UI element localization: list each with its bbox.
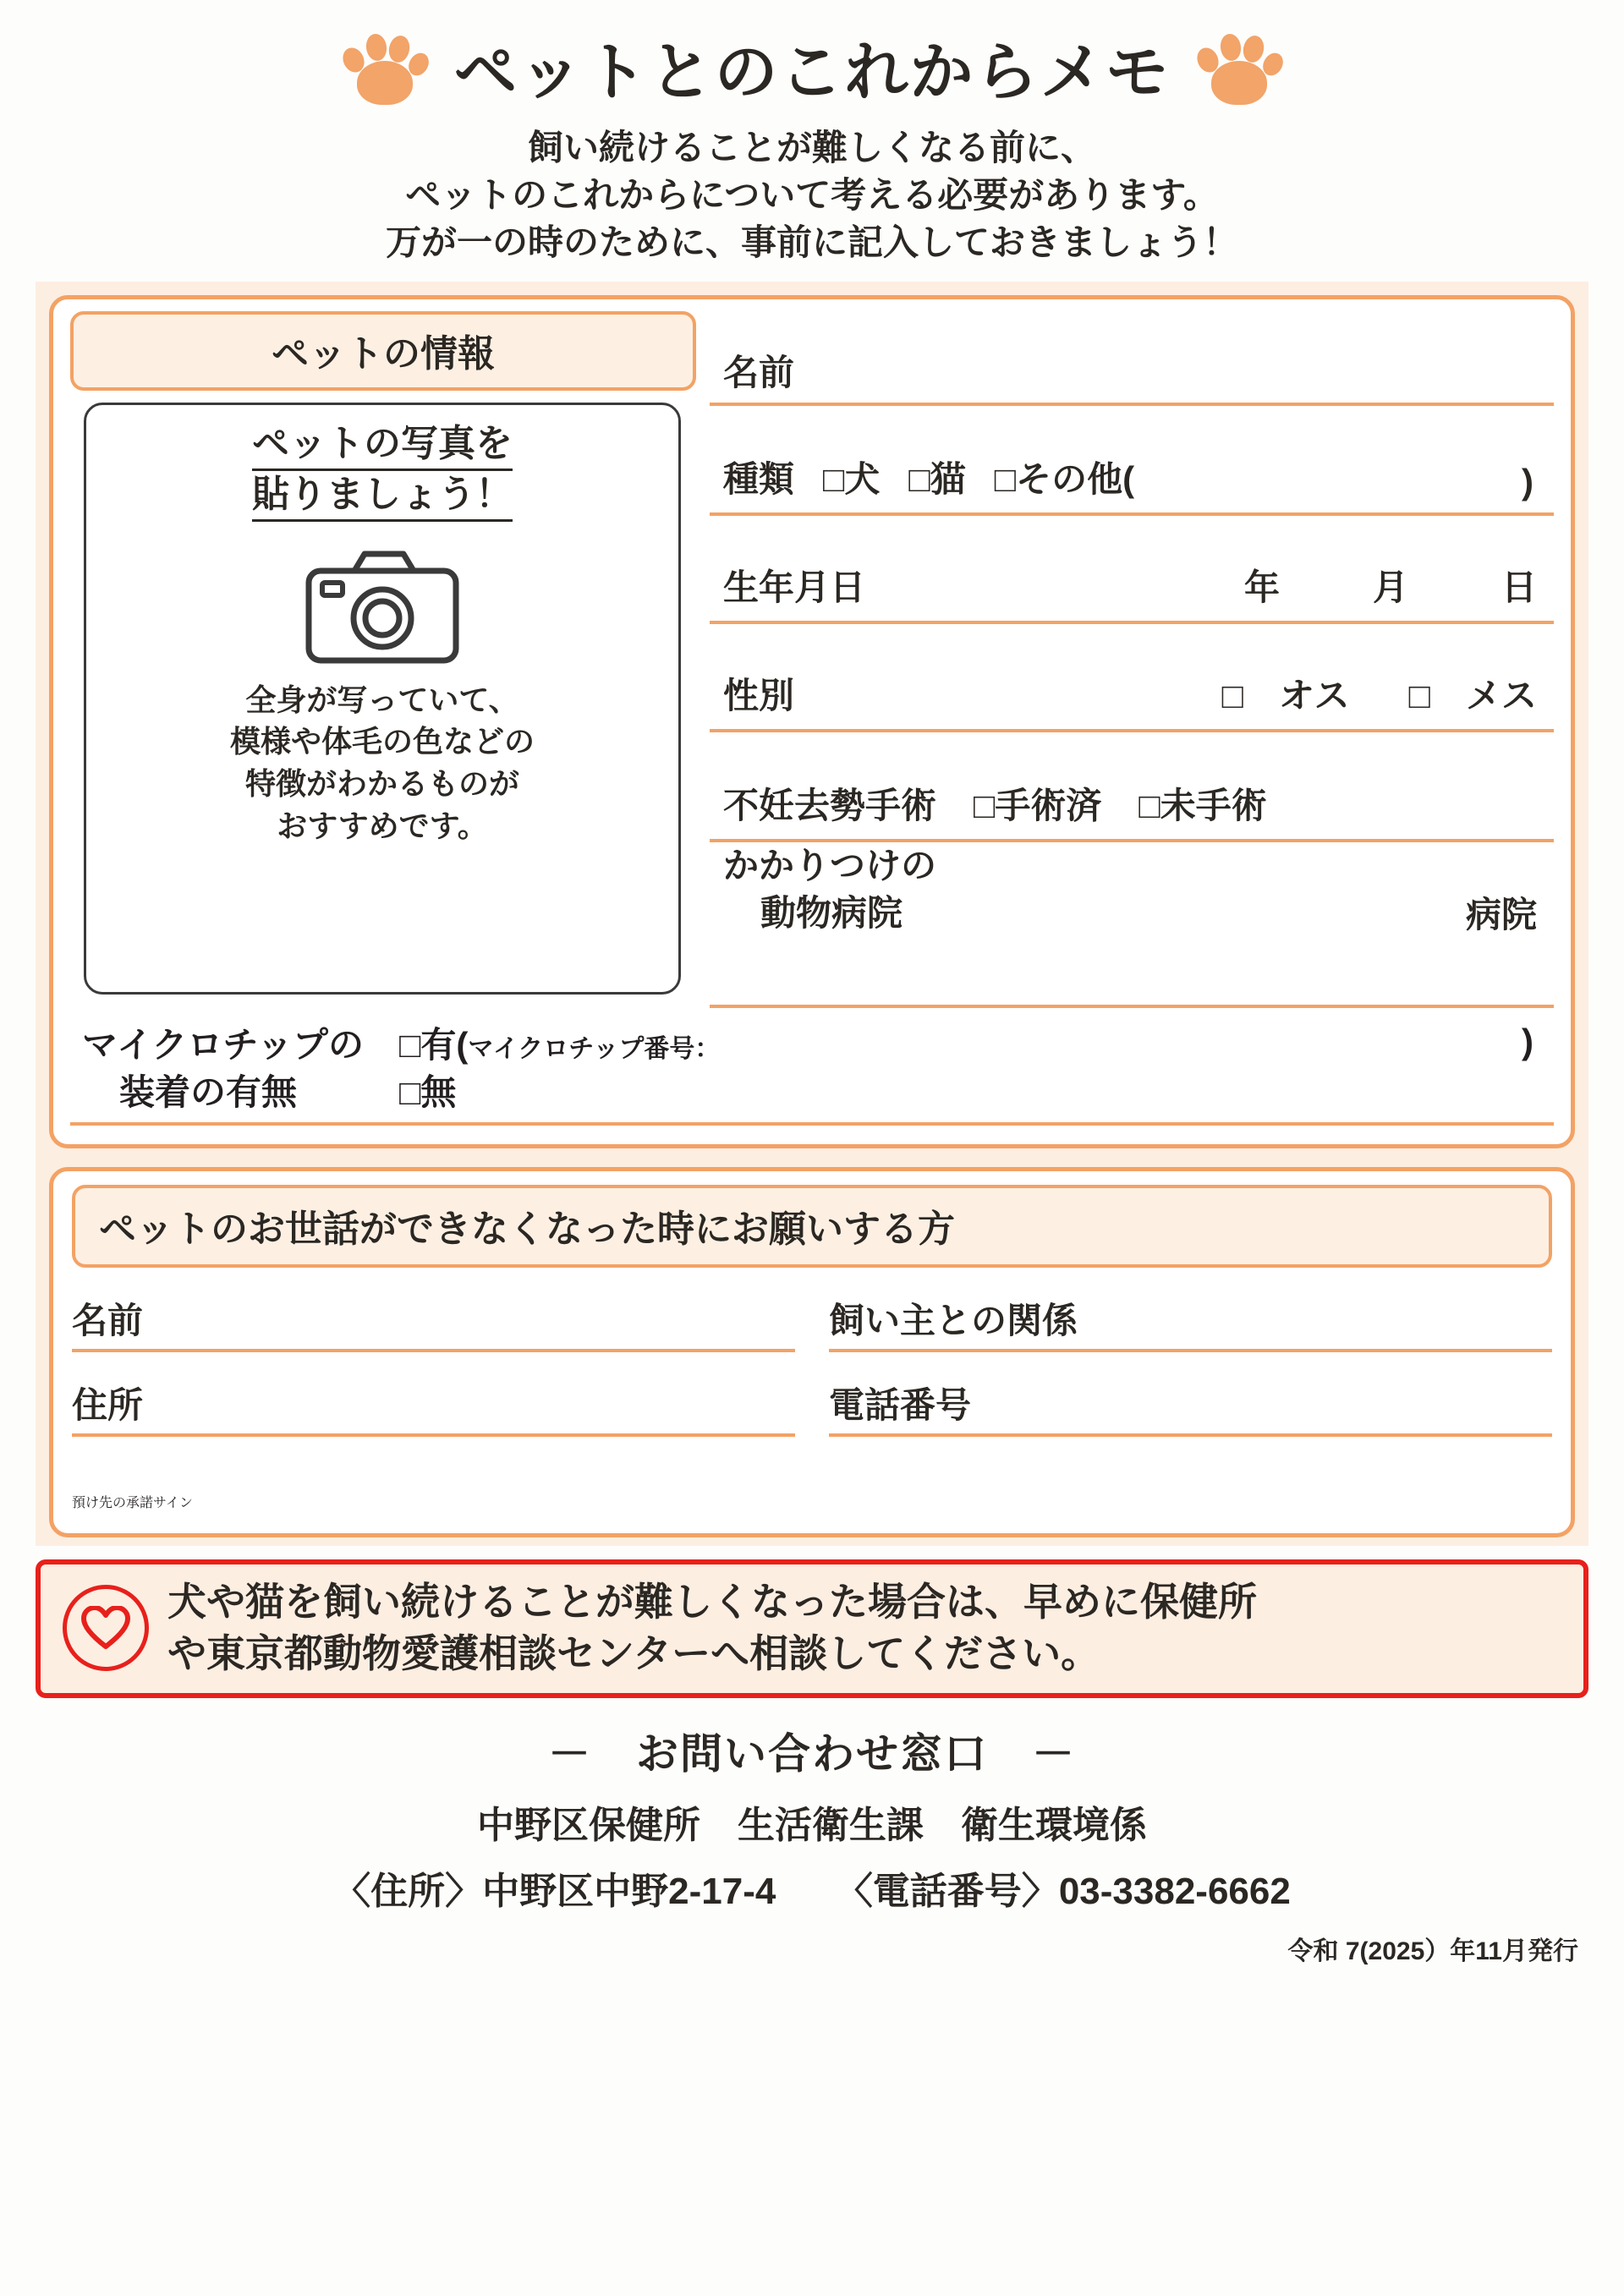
address-value: 中野区中野2-17-4 bbox=[482, 1871, 776, 1913]
pet-info-top bbox=[70, 311, 1554, 1008]
microchip-label-line-1: マイクロチップの bbox=[82, 1024, 365, 1065]
hospital-label bbox=[723, 842, 936, 938]
birth-year-unit: 年 bbox=[1243, 567, 1280, 607]
microchip-paren-close: ) bbox=[1522, 1021, 1533, 1061]
microchip-number-label: マイクロチップ番号： bbox=[468, 1034, 721, 1063]
field-microchip[interactable] bbox=[70, 1022, 1554, 1126]
microchip-label-line-2: 装着の有無 bbox=[119, 1072, 298, 1113]
microchip-options bbox=[399, 1022, 720, 1117]
notice-line-1: 犬や猫を飼い続けることが難しくなった場合は、早めに保健所 bbox=[167, 1579, 1257, 1624]
photo-title-line-2: 貼りましょう！ bbox=[252, 471, 513, 522]
photo-box-title bbox=[86, 420, 678, 522]
checkbox-kind-other[interactable]: □その他( bbox=[994, 458, 1135, 499]
field-caretaker-address[interactable] bbox=[72, 1359, 795, 1437]
caretaker-address-label: 住所 bbox=[72, 1384, 144, 1425]
heart-icon bbox=[63, 1585, 149, 1671]
notice-text bbox=[167, 1576, 1257, 1680]
pet-name-label: 名前 bbox=[723, 352, 795, 392]
checkbox-microchip-yes[interactable]: □有( bbox=[399, 1024, 469, 1065]
caretaker-heading: ペットのお世話ができなくなった時にお願いする方 bbox=[72, 1185, 1552, 1268]
camera-icon bbox=[302, 544, 463, 671]
paw-print-icon-left bbox=[338, 29, 431, 107]
field-pet-name[interactable] bbox=[710, 315, 1554, 406]
page-title: ペットとのこれからメモ bbox=[453, 36, 1171, 107]
contact-office: 中野区保健所 生活衛生課 衛生環境係 bbox=[477, 1805, 1147, 1847]
caretaker-relation-col bbox=[829, 1274, 1552, 1352]
hospital-label-line-2: 動物病院 bbox=[760, 893, 903, 934]
hospital-label-line-1: かかりつけの bbox=[723, 845, 937, 885]
photo-title-line-1: ペットの写真を bbox=[252, 420, 513, 471]
photo-note-line-4: おすすめです。 bbox=[277, 808, 488, 843]
hospital-suffix: 病院 bbox=[1465, 894, 1537, 934]
sex-label: 性別 bbox=[723, 675, 795, 715]
kind-other-paren-close: ) bbox=[1522, 461, 1533, 501]
field-pet-sex[interactable] bbox=[710, 624, 1554, 732]
field-caretaker-name[interactable] bbox=[72, 1274, 795, 1352]
caretaker-phone-label: 電話番号 bbox=[829, 1384, 972, 1425]
field-pet-kind[interactable] bbox=[710, 406, 1554, 516]
caretaker-phone-col bbox=[829, 1359, 1552, 1437]
caretaker-relation-label: 飼い主との関係 bbox=[829, 1300, 1078, 1340]
field-caretaker-phone[interactable] bbox=[829, 1359, 1552, 1437]
photo-box-note bbox=[86, 679, 678, 847]
neuter-label: 不妊去勢手術 bbox=[723, 785, 937, 825]
notice-box bbox=[36, 1559, 1588, 1698]
form-body bbox=[36, 282, 1588, 1546]
subtitle-line-2: ペットのこれからについて考える必要があります。 bbox=[405, 174, 1219, 215]
pet-info-fields bbox=[710, 311, 1554, 1008]
contact-address-phone bbox=[0, 1860, 1624, 1915]
contact-title: － お問い合わせ窓口 － bbox=[548, 1730, 1076, 1778]
checkbox-neuter-not[interactable]: □未手術 bbox=[1138, 785, 1267, 825]
checkbox-kind-cat[interactable]: □猫 bbox=[908, 458, 966, 499]
document-header bbox=[0, 0, 1624, 266]
pet-info-card bbox=[49, 295, 1575, 1148]
notice-line-2: や東京都動物愛護相談センターへ相談してください。 bbox=[167, 1631, 1100, 1676]
field-caretaker-relation[interactable] bbox=[829, 1274, 1552, 1352]
birth-day-unit: 日 bbox=[1501, 567, 1537, 607]
subtitle-line-1: 飼い続けることが難しくなる前に、 bbox=[527, 128, 1096, 167]
caretaker-row-1 bbox=[72, 1274, 1552, 1352]
phone-value: 03-3382-6662 bbox=[1058, 1871, 1291, 1913]
checkbox-sex-male[interactable]: □ オス bbox=[1221, 675, 1350, 715]
field-home-hospital[interactable] bbox=[710, 842, 1554, 1008]
caretaker-name-label: 名前 bbox=[72, 1300, 144, 1340]
subtitle bbox=[0, 124, 1624, 266]
checkbox-sex-female[interactable]: □ メス bbox=[1408, 675, 1537, 715]
photo-note-line-1: 全身が写っていて、 bbox=[245, 682, 519, 717]
caretaker-row-2 bbox=[72, 1359, 1552, 1437]
photo-placeholder-box[interactable] bbox=[84, 403, 681, 995]
field-caretaker-signature[interactable] bbox=[72, 1437, 1552, 1518]
birthdate-label: 生年月日 bbox=[723, 567, 866, 607]
paw-print-icon-right bbox=[1193, 29, 1286, 107]
phone-label: 〈電話番号〉 bbox=[835, 1871, 1059, 1913]
subtitle-line-3: 万が一の時のために、事前に記入しておきましょう！ bbox=[385, 222, 1238, 262]
microchip-label bbox=[70, 1022, 364, 1117]
caretaker-signature-label: 預け先の承諾サイン bbox=[72, 1495, 193, 1510]
caretaker-card bbox=[49, 1167, 1575, 1537]
checkbox-microchip-no[interactable]: □無 bbox=[399, 1072, 457, 1113]
caretaker-name-col bbox=[72, 1274, 795, 1352]
address-label: 〈住所〉 bbox=[333, 1871, 483, 1913]
field-pet-birthdate[interactable] bbox=[710, 516, 1554, 624]
title-row bbox=[0, 22, 1624, 112]
pet-info-heading: ペットの情報 bbox=[70, 311, 696, 391]
photo-note-line-3: 特徴がわかるものが bbox=[244, 765, 519, 801]
birth-month-unit: 月 bbox=[1372, 567, 1408, 607]
issue-date: 令和 7(2025）年11月発行 bbox=[1287, 1937, 1578, 1966]
pet-kind-label: 種類 bbox=[723, 458, 795, 499]
field-neuter-surgery[interactable] bbox=[710, 732, 1554, 842]
photo-note-line-2: 模様や体毛の色などの bbox=[229, 724, 535, 759]
checkbox-kind-dog[interactable]: □犬 bbox=[823, 458, 881, 499]
checkbox-neuter-done[interactable]: □手術済 bbox=[974, 785, 1102, 825]
caretaker-address-col bbox=[72, 1359, 795, 1437]
document-footer bbox=[0, 1720, 1624, 1967]
pet-info-left bbox=[70, 311, 696, 1008]
